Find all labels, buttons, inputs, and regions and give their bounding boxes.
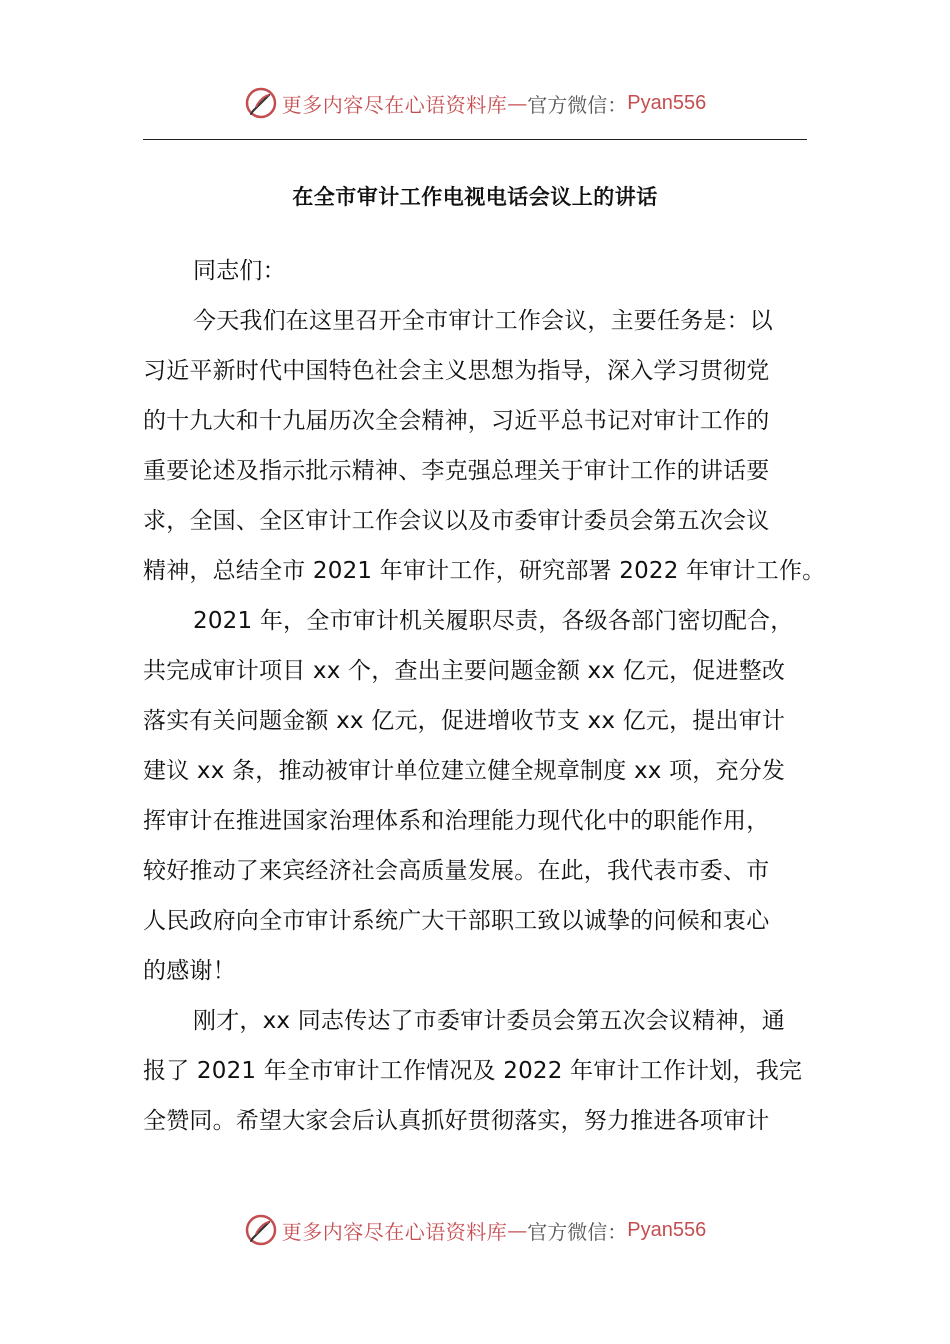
watermark-brand: 更多内容尽在心语资料库 (281, 92, 508, 117)
footer-watermark (0, 1207, 950, 1253)
text-line: 习近平新时代中国特色社会主义思想为指导，深入学习贯彻党 (143, 358, 770, 384)
header-watermark (0, 80, 950, 126)
text-line: 精神，总结全市 2021 年审计工作，研究部署 2022 年审计工作。 (143, 558, 826, 584)
watermark-brand: 更多内容尽在心语资料库 (281, 1219, 508, 1244)
quill-pen-icon (244, 86, 278, 120)
text-line: 的感谢！ (143, 958, 236, 984)
text-line: 建议 xx 条，推动被审计单位建立健全规章制度 xx 项，充分发 (143, 758, 786, 784)
text-line: 较好推动了来宾经济社会高质量发展。在此，我代表市委、市 (143, 858, 770, 884)
watermark-dash: — (507, 91, 528, 115)
text-line: 2021 年，全市审计机关履职尽责，各级各部门密切配合， (193, 608, 794, 634)
watermark-official-label: 官方微信： (527, 92, 628, 117)
text-line: 挥审计在推进国家治理体系和治理能力现代化中的职能作用， (143, 808, 770, 834)
text-line: 的十九大和十九届历次全会精神，习近平总书记对审计工作的 (143, 408, 770, 434)
text-line: 共完成审计项目 xx 个，查出主要问题金额 xx 亿元，促进整改 (143, 658, 786, 684)
text-line: 重要论述及指示批示精神、李克强总理关于审计工作的讲话要 (143, 458, 770, 484)
text-line: 落实有关问题金额 xx 亿元，促进增收节支 xx 亿元，提出审计 (143, 708, 786, 734)
header-divider (143, 139, 807, 140)
document-title: 在全市审计工作电视电话会议上的讲话 (292, 185, 658, 209)
watermark-wechat-id: Pyan556 (627, 91, 707, 114)
watermark-dash: — (507, 1218, 528, 1242)
watermark-wechat-id: Pyan556 (627, 1218, 707, 1241)
watermark-official-label: 官方微信： (527, 1219, 628, 1244)
text-line: 求，全国、全区审计工作会议以及市委审计委员会第五次会议 (143, 508, 770, 534)
text-line: 报了 2021 年全市审计工作情况及 2022 年审计工作计划，我完 (143, 1058, 803, 1084)
document-body (143, 246, 826, 1146)
text-line: 全赞同。希望大家会后认真抓好贯彻落实，努力推进各项审计 (143, 1108, 770, 1134)
text-line: 同志们： (193, 258, 286, 284)
text-line: 刚才，xx 同志传达了市委审计委员会第五次会议精神，通 (193, 1008, 785, 1034)
text-line: 今天我们在这里召开全市审计工作会议，主要任务是：以 (193, 308, 773, 334)
quill-pen-icon (244, 1213, 278, 1247)
text-line: 人民政府向全市审计系统广大干部职工致以诚挚的问候和衷心 (143, 908, 770, 934)
